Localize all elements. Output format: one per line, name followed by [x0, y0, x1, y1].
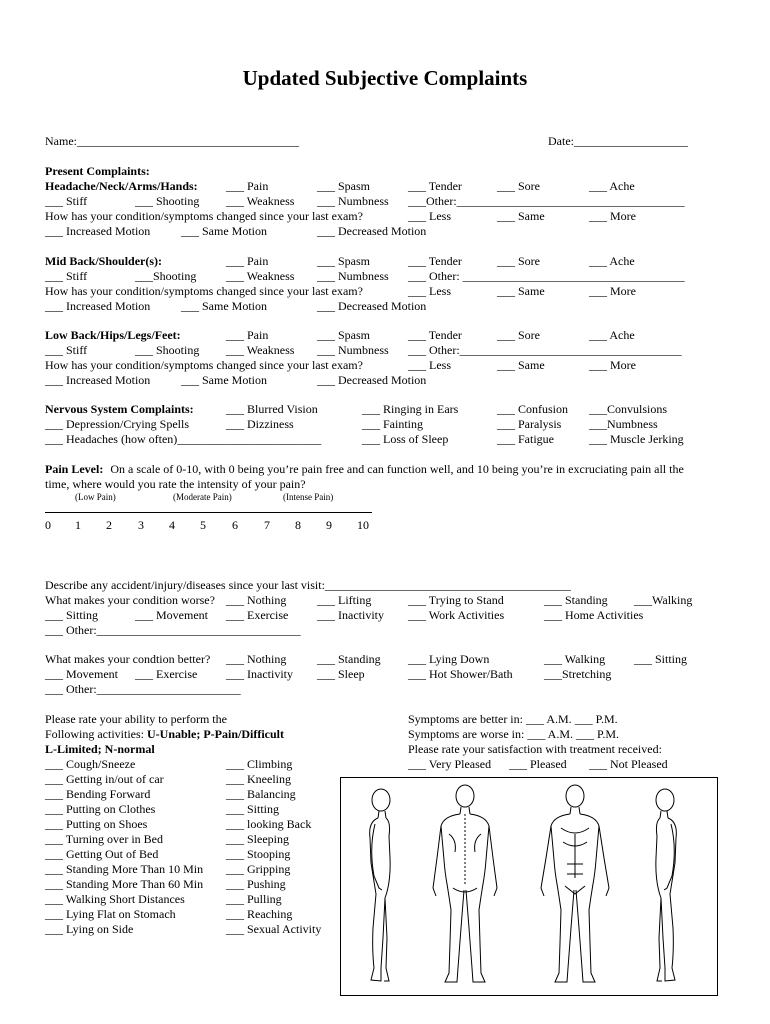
body-diagram[interactable]: [340, 777, 718, 996]
worse-other[interactable]: ___ Other:__________________________________: [45, 623, 301, 637]
body-front-view: [541, 785, 609, 982]
nervous-fainting[interactable]: ___ Fainting: [362, 417, 424, 431]
head-same[interactable]: ___ Same: [497, 209, 545, 223]
pain-scale-number[interactable]: 5: [200, 518, 206, 532]
head-numbness[interactable]: ___ Numbness: [317, 194, 389, 208]
page-title: Updated Subjective Complaints: [242, 66, 528, 90]
mid-spasm[interactable]: ___ Spasm: [317, 254, 371, 268]
head-decreased-motion[interactable]: ___ Decreased Motion: [317, 224, 427, 238]
better-hot-shower[interactable]: ___ Hot Shower/Bath: [408, 667, 513, 681]
mid-weakness[interactable]: ___ Weakness: [226, 269, 295, 283]
satisfaction-very-pleased[interactable]: ___ Very Pleased: [408, 757, 492, 771]
mid-heading: Mid Back/Shoulder(s):: [45, 254, 163, 268]
mid-shooting[interactable]: ___Shooting: [135, 269, 197, 283]
satisfaction-pleased[interactable]: ___ Pleased: [509, 757, 567, 771]
present-complaints-heading: Present Complaints:: [45, 164, 150, 178]
activity-item[interactable]: ___ Turning over in Bed: [45, 832, 164, 846]
better-standing[interactable]: ___ Standing: [317, 652, 381, 666]
nervous-blurred-vision[interactable]: ___ Blurred Vision: [226, 402, 318, 416]
pain-scale-number[interactable]: 6: [232, 518, 238, 532]
worse-exercise[interactable]: ___ Exercise: [226, 608, 289, 622]
body-back-view: [433, 785, 497, 982]
head-less[interactable]: ___ Less: [408, 209, 451, 223]
pain-level-line1: [45, 462, 684, 476]
low-tender[interactable]: ___ Tender: [408, 328, 462, 342]
low-sore[interactable]: ___ Sore: [497, 328, 540, 342]
activity-item[interactable]: ___ Cough/Sneeze: [45, 757, 136, 771]
better-sleep[interactable]: ___ Sleep: [317, 667, 365, 681]
pain-intense-label: (Intense Pain): [283, 492, 334, 502]
describe-field[interactable]: Describe any accident/injury/diseases since your last visit:_________________________________________: [45, 578, 571, 592]
body-side-view-right: [370, 789, 390, 981]
better-other[interactable]: ___ Other:________________________: [45, 682, 241, 696]
head-increased-motion[interactable]: ___ Increased Motion: [45, 224, 151, 238]
worse-movement[interactable]: ___ Movement: [135, 608, 208, 622]
mid-stiff[interactable]: ___ Stiff: [45, 269, 88, 283]
pain-scale-number[interactable]: 8: [295, 518, 301, 532]
head-heading: Headache/Neck/Arms/Hands:: [45, 179, 198, 193]
activity-item[interactable]: ___ Standing More Than 10 Min: [45, 862, 204, 876]
head-pain[interactable]: ___ Pain: [226, 179, 269, 193]
head-shooting[interactable]: ___ Shooting: [135, 194, 200, 208]
activity-item[interactable]: ___ Getting in/out of car: [45, 772, 164, 786]
low-increased-motion[interactable]: ___ Increased Motion: [45, 373, 151, 387]
mid-decreased-motion[interactable]: ___ Decreased Motion: [317, 299, 427, 313]
better-question: What makes your condtion better?: [45, 652, 211, 666]
better-exercise[interactable]: ___ Exercise: [135, 667, 198, 681]
nervous-convulsions[interactable]: ___Convulsions: [589, 402, 668, 416]
better-sitting[interactable]: ___ Sitting: [634, 652, 688, 666]
head-tender[interactable]: ___ Tender: [408, 179, 462, 193]
mid-sore[interactable]: ___ Sore: [497, 254, 540, 268]
activity-item[interactable]: ___ Reaching: [226, 907, 293, 921]
head-spasm[interactable]: ___ Spasm: [317, 179, 371, 193]
satisfaction-question: Please rate your satisfaction with treatment received:: [408, 742, 662, 756]
activity-item[interactable]: ___ Lying on Side: [45, 922, 134, 936]
pain-scale-number[interactable]: 7: [264, 518, 270, 532]
better-walking[interactable]: ___ Walking: [544, 652, 606, 666]
pain-scale-number[interactable]: 0: [45, 518, 51, 532]
pain-scale-number[interactable]: 3: [138, 518, 144, 532]
nervous-fatigue[interactable]: ___ Fatigue: [497, 432, 554, 446]
low-other[interactable]: ___ Other:_____________________________________: [408, 343, 682, 357]
low-stiff[interactable]: ___ Stiff: [45, 343, 88, 357]
activity-item[interactable]: ___ Kneeling: [226, 772, 291, 786]
activity-item[interactable]: ___ Bending Forward: [45, 787, 151, 801]
activity-item[interactable]: ___ Standing More Than 60 Min: [45, 877, 204, 891]
worse-lifting[interactable]: ___ Lifting: [317, 593, 372, 607]
worse-trying-to-stand[interactable]: ___ Trying to Stand: [408, 593, 504, 607]
mid-less[interactable]: ___ Less: [408, 284, 451, 298]
activity-item[interactable]: ___ Sexual Activity: [226, 922, 322, 936]
nervous-depression[interactable]: ___ Depression/Crying Spells: [45, 417, 189, 431]
head-weakness[interactable]: ___ Weakness: [226, 194, 295, 208]
better-lying-down[interactable]: ___ Lying Down: [408, 652, 490, 666]
low-heading: Low Back/Hips/Legs/Feet:: [45, 328, 181, 342]
activity-item[interactable]: ___ Balancing: [226, 787, 296, 801]
low-more[interactable]: ___ More: [589, 358, 636, 372]
low-less[interactable]: ___ Less: [408, 358, 451, 372]
head-ache[interactable]: ___ Ache: [589, 179, 635, 193]
pain-scale-number[interactable]: 2: [106, 518, 112, 532]
worse-work-activities[interactable]: ___ Work Activities: [408, 608, 505, 622]
mid-numbness[interactable]: ___ Numbness: [317, 269, 389, 283]
mid-same[interactable]: ___ Same: [497, 284, 545, 298]
nervous-confusion[interactable]: ___ Confusion: [497, 402, 569, 416]
mid-more[interactable]: ___ More: [589, 284, 636, 298]
pain-moderate-label: (Moderate Pain): [173, 492, 232, 502]
low-same[interactable]: ___ Same: [497, 358, 545, 372]
body-side-view-left: [656, 789, 676, 981]
rate-codes-u-p: U-Unable; P-Pain/Difficult: [147, 727, 284, 741]
better-inactivity[interactable]: ___ Inactivity: [226, 667, 293, 681]
pain-low-label: (Low Pain): [75, 492, 116, 502]
worse-inactivity[interactable]: ___ Inactivity: [317, 608, 384, 622]
low-pain[interactable]: ___ Pain: [226, 328, 269, 342]
head-stiff[interactable]: ___ Stiff: [45, 194, 88, 208]
worse-walking[interactable]: ___Walking: [634, 593, 693, 607]
activity-item[interactable]: ___ looking Back: [226, 817, 312, 831]
activity-item[interactable]: ___ Getting Out of Bed: [45, 847, 159, 861]
satisfaction-not-pleased[interactable]: ___ Not Pleased: [589, 757, 668, 771]
nervous-muscle-jerking[interactable]: ___ Muscle Jerking: [589, 432, 684, 446]
pain-scale-number[interactable]: 4: [169, 518, 175, 532]
worse-home-activities[interactable]: ___ Home Activities: [544, 608, 644, 622]
mid-question: How has your condition/symptoms changed since your last exam?: [45, 284, 363, 298]
worse-standing[interactable]: ___ Standing: [544, 593, 608, 607]
mid-ache[interactable]: ___ Ache: [589, 254, 635, 268]
low-weakness[interactable]: ___ Weakness: [226, 343, 295, 357]
activity-item[interactable]: ___ Gripping: [226, 862, 291, 876]
worse-question: What makes your condition worse?: [45, 593, 215, 607]
activity-item[interactable]: ___ Climbing: [226, 757, 293, 771]
worse-sitting[interactable]: ___ Sitting: [45, 608, 99, 622]
rate-codes-l-n: L-Limited; N-normal: [45, 742, 155, 756]
activity-item[interactable]: ___ Walking Short Distances: [45, 892, 185, 906]
symptoms-better[interactable]: Symptoms are better in: ___ A.M. ___ P.M.: [408, 712, 618, 726]
rate-line1: Please rate your ability to perform the: [45, 712, 227, 726]
activity-item[interactable]: ___ Putting on Clothes: [45, 802, 156, 816]
head-question: How has your condition/symptoms changed since your last exam?: [45, 209, 363, 223]
low-decreased-motion[interactable]: ___ Decreased Motion: [317, 373, 427, 387]
activity-item[interactable]: ___ Putting on Shoes: [45, 817, 148, 831]
pain-scale-number[interactable]: 9: [326, 518, 332, 532]
activity-item[interactable]: ___ Sleeping: [226, 832, 289, 846]
nervous-heading: Nervous System Complaints:: [45, 402, 194, 416]
worse-nothing[interactable]: ___ Nothing: [226, 593, 287, 607]
low-shooting[interactable]: ___ Shooting: [135, 343, 200, 357]
pain-level-line2: time, where would you rate the intensity of your pain?: [45, 477, 306, 491]
mid-tender[interactable]: ___ Tender: [408, 254, 462, 268]
low-numbness[interactable]: ___ Numbness: [317, 343, 389, 357]
rate-line2-prefix: Following activities:: [45, 727, 147, 741]
better-movement[interactable]: ___ Movement: [45, 667, 118, 681]
pain-scale-number[interactable]: 10: [357, 518, 369, 532]
rate-line2: [45, 727, 284, 741]
nervous-ringing-ears[interactable]: ___ Ringing in Ears: [362, 402, 459, 416]
head-other[interactable]: ___Other:______________________________________: [408, 194, 685, 208]
head-sore[interactable]: ___ Sore: [497, 179, 540, 193]
head-same-motion[interactable]: ___ Same Motion: [181, 224, 267, 238]
mid-other[interactable]: ___ Other: _____________________________________: [408, 269, 685, 283]
mid-pain[interactable]: ___ Pain: [226, 254, 269, 268]
nervous-paralysis[interactable]: ___ Paralysis: [497, 417, 562, 431]
better-nothing[interactable]: ___ Nothing: [226, 652, 287, 666]
date-field[interactable]: Date:___________________: [548, 134, 688, 148]
activity-item[interactable]: ___ Lying Flat on Stomach: [45, 907, 176, 921]
pain-scale-line: [45, 512, 372, 513]
low-ache[interactable]: ___ Ache: [589, 328, 635, 342]
activity-item[interactable]: ___ Sitting: [226, 802, 280, 816]
pain-level-instructions: On a scale of 0-10, with 0 being you’re pain free and can function well, and 10 being you’re in excruciating pain all the: [110, 462, 684, 476]
mid-same-motion[interactable]: ___ Same Motion: [181, 299, 267, 313]
mid-increased-motion[interactable]: ___ Increased Motion: [45, 299, 151, 313]
low-spasm[interactable]: ___ Spasm: [317, 328, 371, 342]
nervous-headaches[interactable]: ___ Headaches (how often)________________________: [45, 432, 322, 446]
nervous-dizziness[interactable]: ___ Dizziness: [226, 417, 294, 431]
nervous-loss-of-sleep[interactable]: ___ Loss of Sleep: [362, 432, 449, 446]
body-diagram-svg: [341, 778, 717, 995]
head-more[interactable]: ___ More: [589, 209, 636, 223]
pain-level-label: Pain Level:: [45, 462, 104, 476]
nervous-numbness[interactable]: ___Numbness: [589, 417, 658, 431]
pain-scale-number[interactable]: 1: [75, 518, 81, 532]
activity-item[interactable]: ___ Pulling: [226, 892, 282, 906]
low-same-motion[interactable]: ___ Same Motion: [181, 373, 267, 387]
low-question: How has your condition/symptoms changed since your last exam?: [45, 358, 363, 372]
activity-item[interactable]: ___ Pushing: [226, 877, 286, 891]
better-stretching[interactable]: ___Stretching: [544, 667, 612, 681]
activity-item[interactable]: ___ Stooping: [226, 847, 291, 861]
symptoms-worse[interactable]: Symptoms are worse in: ___ A.M. ___ P.M.: [408, 727, 620, 741]
name-field[interactable]: Name:_____________________________________: [45, 134, 299, 148]
